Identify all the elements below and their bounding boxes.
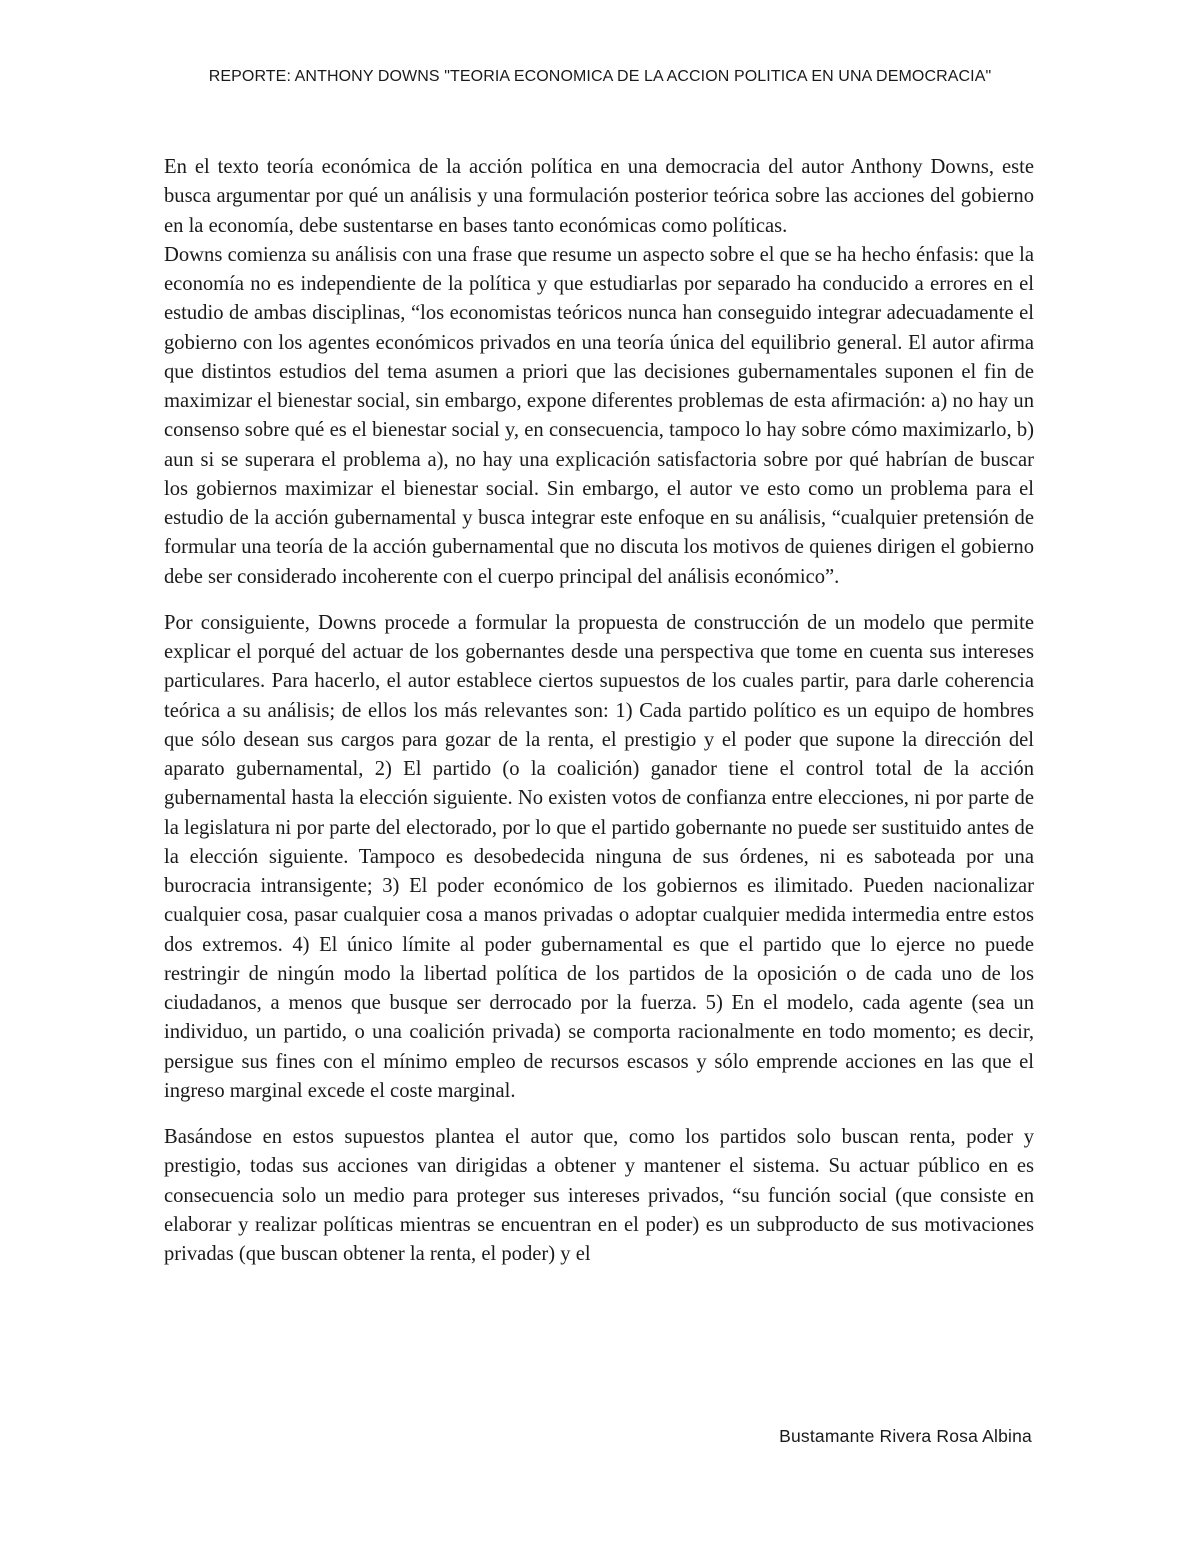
paragraph-4: Basándose en estos supuestos plantea el autor que, como los partidos solo buscan renta, poder y prestigio, todas sus acciones van dirigidas a obtener y mantener el sistema. Su actuar público en es consecuencia solo un medio para proteger sus intereses privados, “su función social (que consiste en elaborar y realizar políticas mientras se encuentran en el poder) es un subproducto de sus motivaciones privadas (que buscan obtener la renta, el poder) y el [164,1126,1034,1265]
paragraph-1: En el texto teoría económica de la acción política en una democracia del autor Anthony Downs, este busca argumentar por qué un análisis y una formulación posterior teórica sobre las acciones del gobierno en la economía, debe sustentarse en bases tanto económicas como políticas. [164,156,1034,237]
page-footer-author: Bustamante Rivera Rosa Albina [779,1426,1032,1446]
paragraph-3: Por consiguiente, Downs procede a formular la propuesta de construcción de un modelo que permite explicar el porqué del actuar de los gobernantes desde una perspectiva que tome en cuenta sus intereses particulares. Para hacerlo, el autor establece ciertos supuestos de los cuales partir, para darle coherencia teórica a su análisis; de ellos los más relevantes son: 1) Cada partido político es un equipo de hombres que sólo desean sus cargos para gozar de la renta, el prestigio y el poder que supone la dirección del aparato gubernamental, 2) El partido (o la coalición) ganador tiene el control total de la acción gubernamental hasta la elección siguiente. No existen votos de confianza entre elecciones, ni por parte de la legislatura ni por parte del electorado, por lo que el partido gobernante no puede ser sustituido antes de la elección siguiente. Tampoco es desobedecida ninguna de sus órdenes, ni es saboteada por una burocracia intransigente; 3) El poder económico de los gobiernos es ilimitado. Pueden nacionalizar cualquier cosa, pasar cualquier cosa a manos privadas o adoptar cualquier medida intermedia entre estos dos extremos. 4) El único límite al poder gubernamental es que el partido que lo ejerce no puede restringir de ningún modo la libertad política de los partidos de la oposición o de cada uno de los ciudadanos, a menos que busque ser derrocado por la fuerza. 5) En el modelo, cada agente (sea un individuo, un partido, o una coalición privada) se comporta racionalmente en todo momento; es decir, persigue sus fines con el mínimo empleo de recursos escasos y sólo emprende acciones en las que el ingreso marginal excede el coste marginal. [164,611,1034,1102]
paragraph-2: Downs comienza su análisis con una frase que resume un aspecto sobre el que se ha hecho énfasis: que la economía no es independiente de la política y que estudiarlas por separado ha conducido a errores en el estudio de ambas disciplinas, “los economistas teóricos nunca han conseguido integrar adecuadamente el gobierno con los agentes económicos privados en una teoría única del equilibrio general. El autor afirma que distintos estudios del tema asumen a priori que las decisiones gubernamentales suponen el fin de maximizar el bienestar social, sin embargo, expone diferentes problemas de esta afirmación: a) no hay un consenso sobre qué es el bienestar social y, en consecuencia, tampoco lo hay sobre cómo maximizarlo, b) aun si se superara el problema a), no hay una explicación satisfactoria sobre por qué habrían de buscar los gobiernos maximizar el bienestar social. Sin embargo, el autor ve esto como un problema para el estudio de la acción gubernamental y busca integrar este enfoque en su análisis, “cualquier pretensión de formular una teoría de la acción gubernamental que no discuta los motivos de quienes dirigen el gobierno debe ser considerado incoherente con el cuerpo principal del análisis económico”. [164,243,1034,588]
page-header-title: REPORTE: ANTHONY DOWNS "TEORIA ECONOMICA DE LA ACCION POLITICA EN UNA DEMOCRACIA" [208,68,992,85]
document-body [164,153,1034,1269]
